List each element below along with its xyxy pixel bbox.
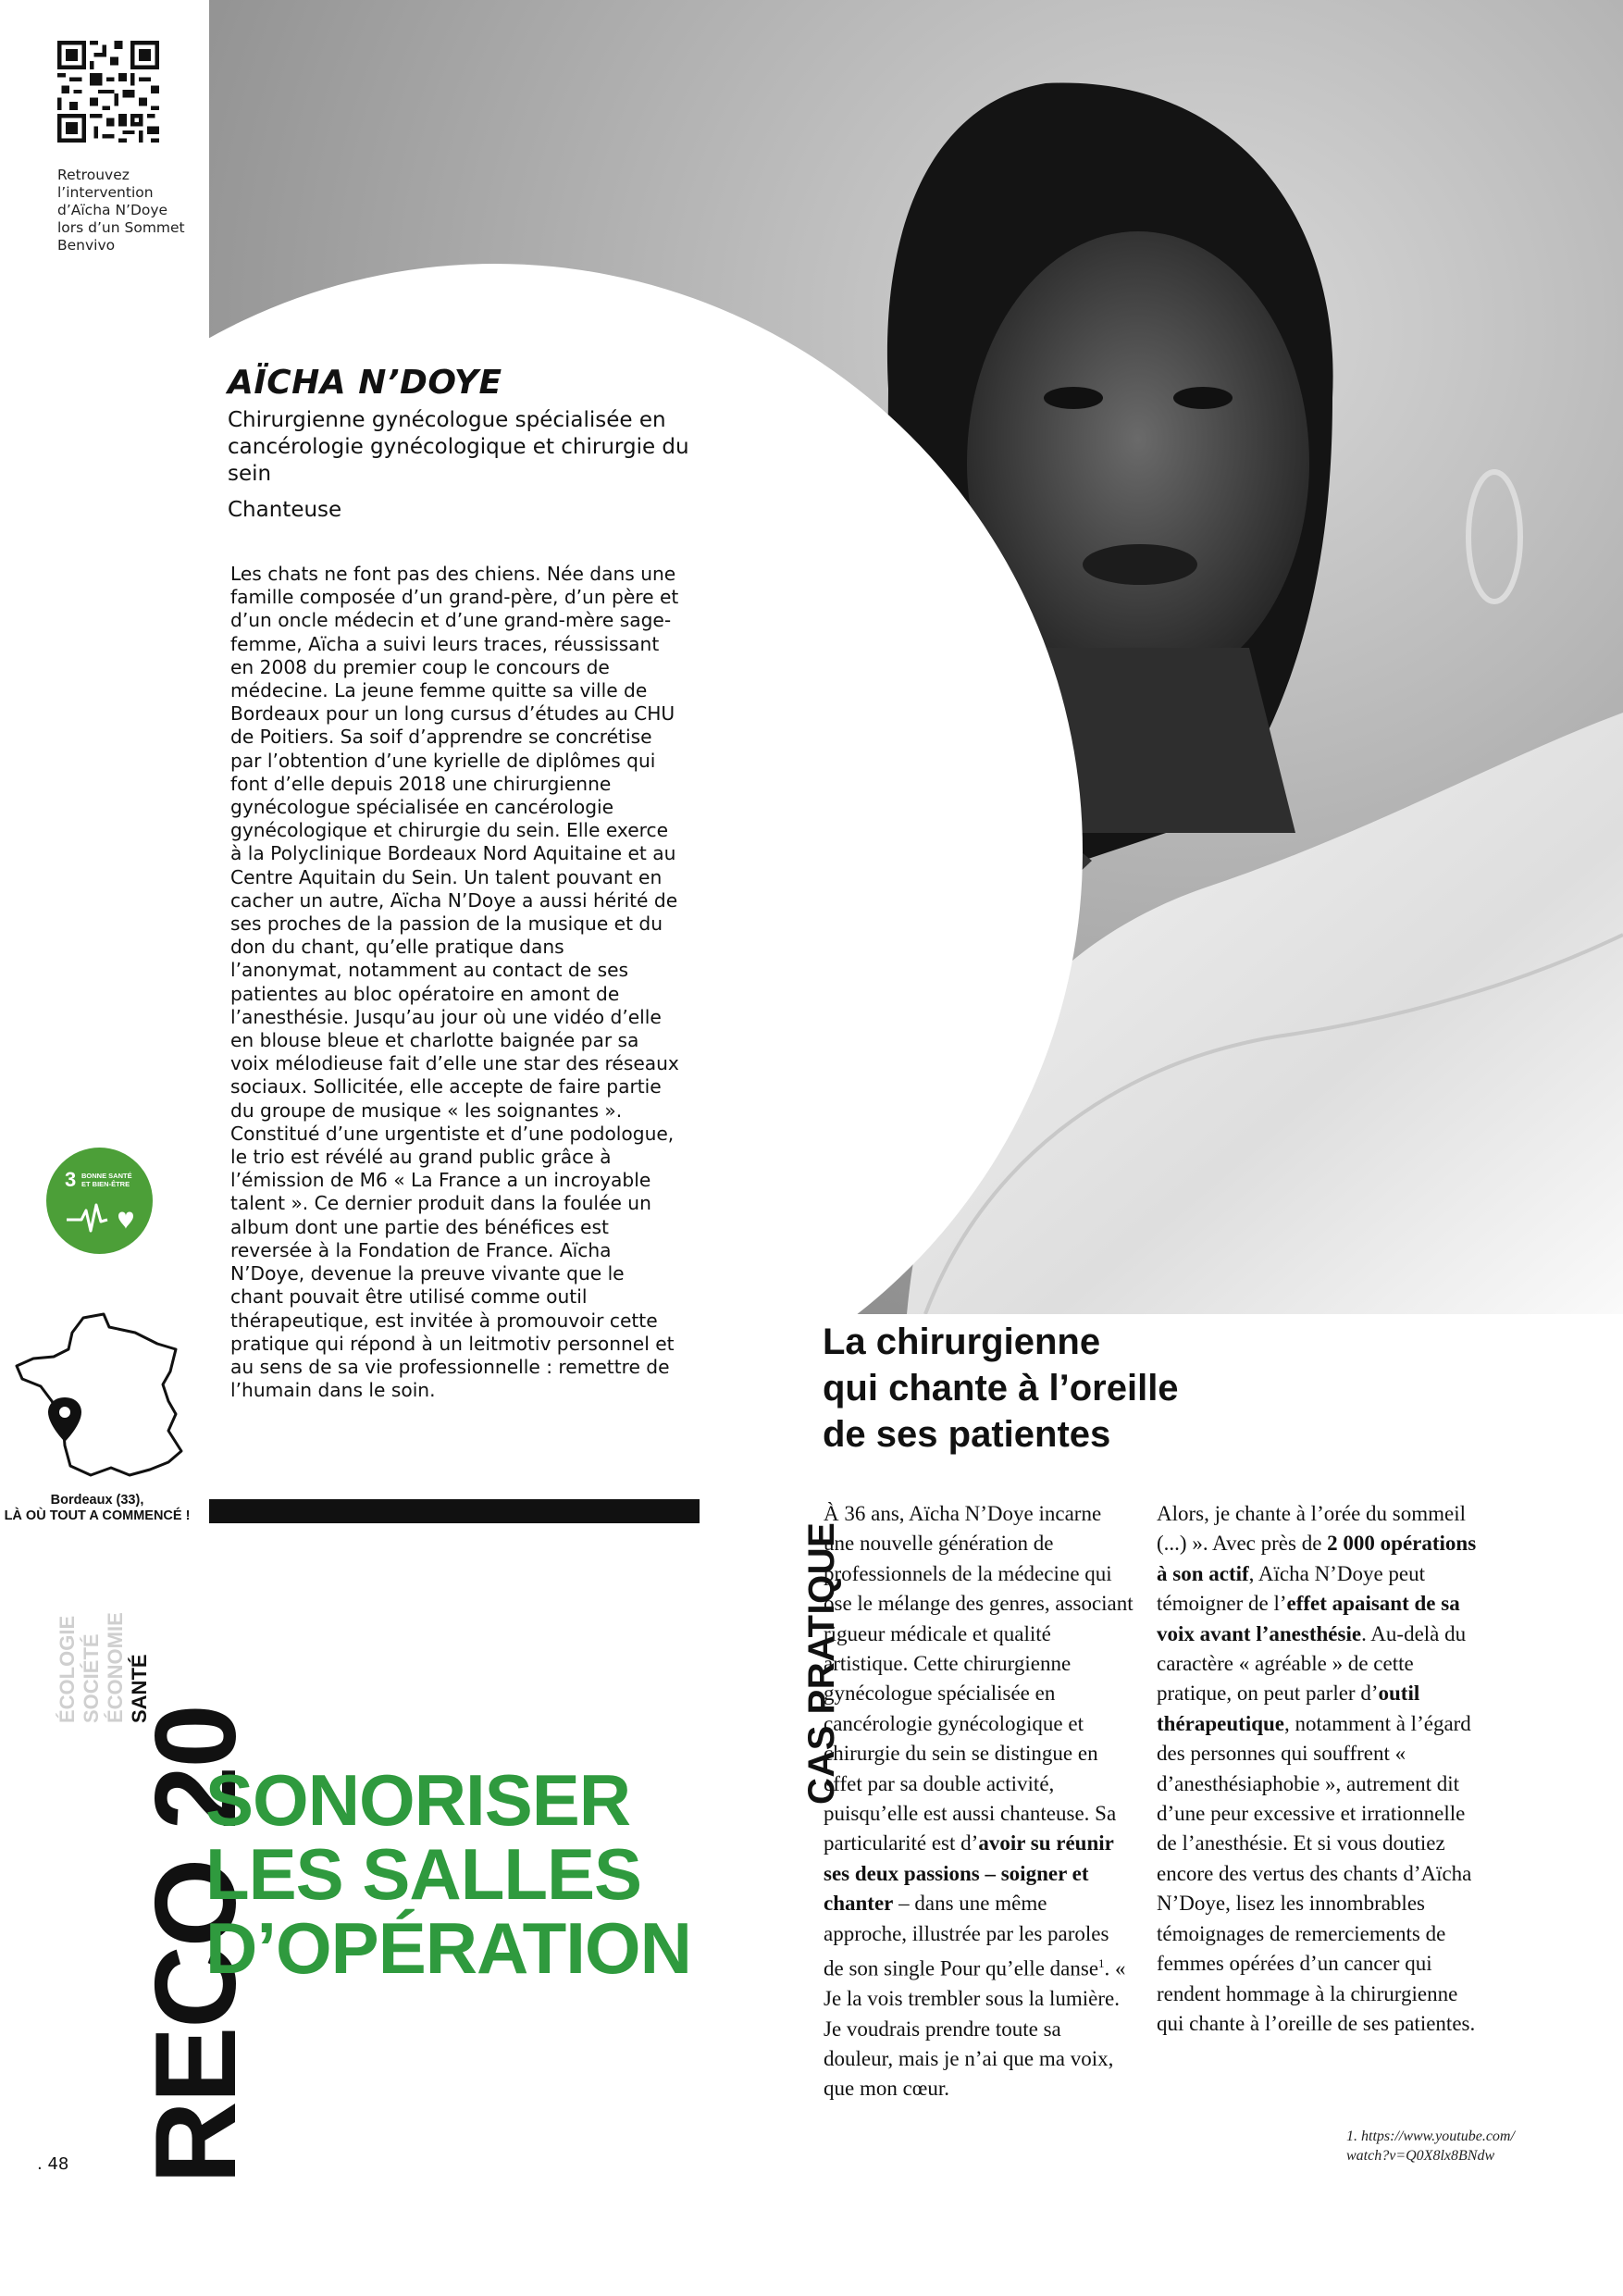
- divider-bar: [209, 1499, 700, 1523]
- france-map: [13, 1312, 194, 1483]
- category-ecologie: ÉCOLOGIE: [56, 1615, 79, 1723]
- article-text: À 36 ans, Aïcha N’Doye incarne une nouvelle génération de professionnels de la médecine qui ose le mélange des genres, associant rigueur médicale et qualité artistique. Cette chirurgienne gynécologue spécialisée en cancérologie gynécologique et chirurgie du sein se distingue en effet par sa double activité, puisqu’elle est aussi chanteuse. Sa particularité est d’: [824, 1502, 1134, 1855]
- article-column-1: [824, 1499, 1134, 2104]
- article-text: , notamment à l’égard des personnes qui souffrent « d’anesthésiaphobie », autrement dit d’une peur excessive et irrationnelle de l’anesthésie. Et si vous doutiez encore des vertus des chants d’Aïcha N’Doye, lisez les innombrables témoignages de remerciements de femmes opérées d’un cancer qui rendent hommage à la chirurgienne qui chante à l’oreille de ses patientes.: [1157, 1711, 1476, 2035]
- category-societe: SOCIÉTÉ: [80, 1633, 103, 1723]
- article-text: . « Je la vois trembler sous la lumière. Je voudrais prendre toute sa douleur, mais je n’ai que ma voix, que mon cœur.: [824, 1956, 1126, 2101]
- footnote[interactable]: 1. https://www.youtube.com/ watch?v=Q0X8lx8BNdw: [1346, 2128, 1515, 2164]
- recommendation-title-line-3: D’OPÉRATION: [205, 1907, 691, 1989]
- category-sante: SANTÉ: [128, 1654, 151, 1723]
- category-economie: ÉCONOMIE: [104, 1612, 127, 1723]
- recommendation-title-line-2: LES SALLES: [205, 1833, 642, 1915]
- map-caption-city: Bordeaux (33),: [50, 1493, 144, 1508]
- article-emphasis: avoir su réunir ses deux passions – soigner et chanter: [824, 1831, 1114, 1916]
- qr-code[interactable]: [57, 41, 159, 143]
- article-column-2: [1157, 1499, 1481, 2039]
- section-label-text: CAS PRATIQUE: [801, 1521, 842, 1805]
- article-headline-line-2: qui chante à l’oreille: [823, 1368, 1179, 1409]
- article-text: Alors, je chante à l’orée du sommeil (...) ». Avec près de: [1157, 1502, 1467, 1556]
- reco-number: RECO 20: [132, 1706, 260, 2184]
- recommendation-title: [205, 1759, 691, 1989]
- person-role-secondary: Chanteuse: [228, 498, 342, 522]
- article-headline: [823, 1319, 1341, 1458]
- article-emphasis: outil thérapeutique: [1157, 1682, 1420, 1735]
- article-text: – dans une même approche, illustrée par les paroles de son single Pour qu’elle danse: [824, 1892, 1109, 1980]
- map-caption: [0, 1493, 194, 1524]
- article-text: , Aïcha N’Doye peut témoigner de l’: [1157, 1561, 1426, 1616]
- sdg-label-2: ET BIEN-ÊTRE: [81, 1180, 130, 1188]
- sdg-badge: [46, 1148, 153, 1254]
- article-emphasis: 2 000 opérations à son actif: [1157, 1532, 1477, 1585]
- sdg-number: 3: [65, 1168, 77, 1191]
- page-number: . 48: [37, 2154, 69, 2174]
- qr-caption: Retrouvez l’intervention d’Aïcha N’Doye lors d’un Sommet Benvivo: [57, 167, 185, 254]
- person-role: Chirurgienne gynécologue spécialisée en cancérologie gynécologique et chirurgie du sein: [228, 408, 689, 486]
- article-headline-line-3: de ses patientes: [823, 1414, 1111, 1455]
- footnote-ref: 1: [1098, 1956, 1105, 1971]
- article-headline-line-1: La chirurgienne: [823, 1322, 1101, 1362]
- person-name: AÏCHA N’DOYE: [228, 364, 502, 402]
- sdg-label-1: BONNE SANTÉ: [81, 1172, 132, 1180]
- article-text: . Au-delà du caractère « agréable » de cette pratique, on peut parler d’: [1157, 1621, 1467, 1706]
- map-caption-text: LÀ OÙ TOUT A COMMENCÉ !: [4, 1508, 191, 1523]
- recommendation-title-line-1: SONORISER: [205, 1759, 631, 1841]
- bio-paragraph: Les chats ne font pas des chiens. Née dans une famille composée d’un grand-père, d’un père et d’un oncle médecin et d’une grand-mère sage-femme, Aïcha a suivi leurs traces, réussissant en 2008 du premier coup le concours de médecine. La jeune femme quitte sa ville de Bordeaux pour un long cursus d’études au CHU de Poitiers. Sa soif d’apprendre se concrétise par l’obtention d’une kyrielle de diplômes qui font d’elle depuis 2018 une chirurgienne gynécologue spécialisée en cancérologie gynécologique et chirurgie du sein. Elle exerce à la Polyclinique Bordeaux Nord Aquitaine et au Centre Aquitain du Sein. Un talent pouvant en cacher un autre, Aïcha N’Doye a aussi hérité de ses proches de la passion de la musique et du don du chant, qu’elle pratique dans l’anonymat, notamment au contact de ses patientes au bloc opératoire en amont de l’anesthésie. Jusqu’au jour où une vidéo d’elle en blouse bleue et charlotte baignée par sa voix mélodieuse fait d’elle une star des réseaux sociaux. Sollicitée, elle accepte de faire partie du groupe de musique « les soignantes ». Constitué d’une urgentiste et d’une podologue, le trio est révélé au grand public grâce à l’émission de M6 « La France a un incroyable talent ». Ce dernier produit dans la foulée un album dont une partie des bénéfices est reversée à la Fondation de France. Aïcha N’Doye, devenue la preuve vivante que le chant pouvait être utilisé comme outil thérapeutique, est invitée à promouvoir cette pratique qui répond à un leitmotiv personnel et au sens de sa vie professionnelle : remettre de l’humain dans le soin.: [230, 563, 679, 1402]
- article-emphasis: effet apaisant de sa voix avant l’anesthésie: [1157, 1592, 1460, 1645]
- reco-label: [0, 1666, 260, 2184]
